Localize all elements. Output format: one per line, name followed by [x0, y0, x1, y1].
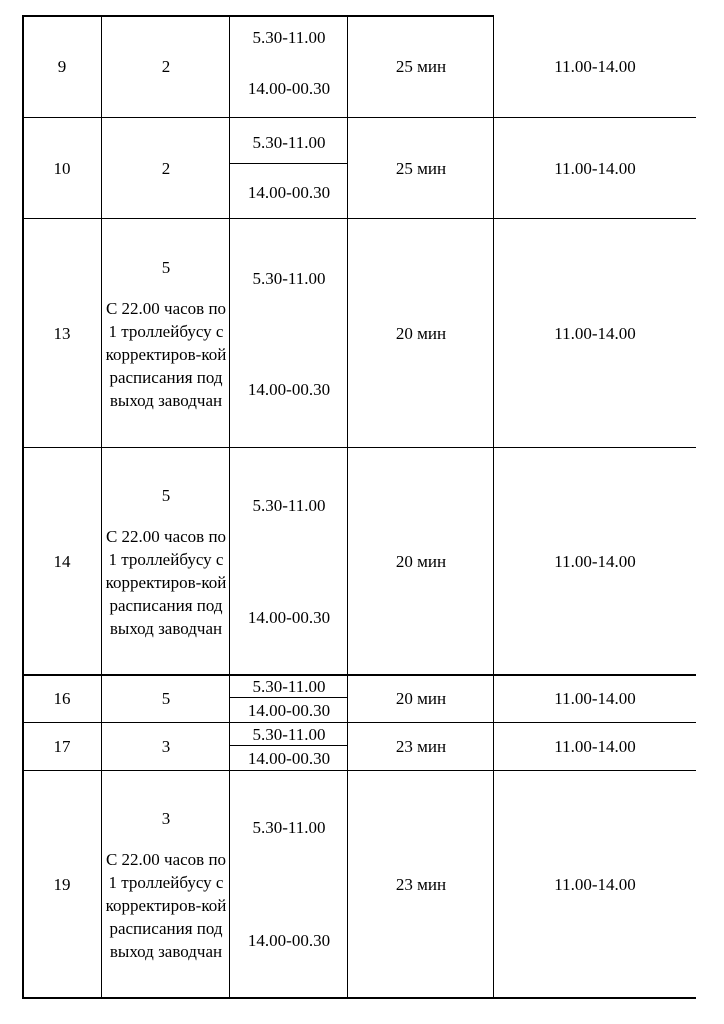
break-time: 11.00-14.00 — [554, 159, 636, 178]
interval: 20 мин — [395, 689, 447, 708]
vehicle-count: 5 — [161, 689, 171, 708]
time-evening: 14.00-00.30 — [247, 931, 331, 950]
break-time: 11.00-14.00 — [554, 875, 636, 894]
table-row — [22, 771, 696, 999]
interval: 25 мин — [395, 56, 447, 76]
column-border — [493, 15, 494, 999]
time-divider — [230, 697, 348, 698]
row-border — [22, 722, 696, 723]
interval: 23 мин — [395, 737, 447, 756]
column-border — [229, 15, 230, 999]
row-border — [22, 15, 494, 17]
column-border — [22, 15, 24, 999]
vehicle-count: 2 — [161, 159, 171, 178]
column-border — [101, 15, 102, 999]
time-evening: 14.00-00.30 — [247, 749, 331, 768]
interval: 25 мин — [395, 159, 447, 178]
route-number: 9 — [57, 56, 67, 76]
table-row — [22, 723, 696, 771]
table-row — [22, 15, 696, 118]
vehicle-count — [102, 220, 230, 448]
interval: 23 мин — [395, 875, 447, 894]
time-morning: 5.30-11.00 — [252, 133, 326, 152]
row-border — [22, 117, 696, 118]
time-evening: 14.00-00.30 — [247, 701, 331, 720]
time-cell — [230, 220, 348, 448]
vehicle-count-value: 5 — [161, 258, 171, 277]
vehicle-count: 3 — [161, 737, 171, 756]
time-cell — [230, 448, 348, 675]
time-morning: 5.30-11.00 — [252, 677, 326, 696]
route-number: 17 — [53, 737, 71, 756]
vehicle-count-value: 5 — [161, 485, 171, 505]
vehicle-count-note: С 22.00 часов по 1 троллейбусу с корректиров-кой расписания под выход заводчан — [105, 299, 227, 410]
route-number: 14 — [53, 551, 71, 571]
column-border — [347, 15, 348, 999]
time-evening: 14.00-00.30 — [247, 79, 331, 98]
table-row — [22, 675, 696, 723]
break-time: 11.00-14.00 — [554, 689, 636, 708]
vehicle-count: 2 — [161, 56, 171, 76]
row-border — [22, 447, 696, 448]
vehicle-count — [102, 771, 230, 999]
break-time: 11.00-14.00 — [554, 324, 636, 343]
row-border — [22, 997, 696, 999]
route-number: 13 — [53, 324, 71, 343]
time-evening: 14.00-00.30 — [247, 380, 331, 399]
time-evening: 14.00-00.30 — [247, 608, 331, 627]
vehicle-count-note: С 22.00 часов по 1 троллейбусу с корректиров-кой расписания под выход заводчан — [105, 526, 227, 638]
time-divider — [230, 745, 348, 746]
row-border — [22, 674, 696, 676]
time-divider — [230, 163, 348, 164]
time-cell — [230, 118, 348, 220]
time-morning: 5.30-11.00 — [252, 818, 326, 837]
row-border — [22, 218, 696, 219]
time-morning: 5.30-11.00 — [252, 496, 326, 515]
vehicle-count — [102, 448, 230, 675]
break-time: 11.00-14.00 — [554, 56, 636, 76]
time-cell — [230, 723, 348, 771]
time-cell — [230, 675, 348, 723]
time-cell — [230, 771, 348, 999]
break-time: 11.00-14.00 — [554, 551, 636, 571]
table-row — [22, 448, 696, 675]
route-number: 19 — [53, 875, 71, 894]
time-cell — [230, 15, 348, 118]
time-morning: 5.30-11.00 — [252, 28, 326, 47]
table-row — [22, 220, 696, 448]
time-morning: 5.30-11.00 — [252, 269, 326, 288]
interval: 20 мин — [395, 551, 447, 571]
vehicle-count-note: С 22.00 часов по 1 троллейбусу с корректиров-кой расписания под выход заводчан — [105, 850, 227, 961]
break-time: 11.00-14.00 — [554, 737, 636, 756]
table-row — [22, 118, 696, 220]
route-number: 10 — [53, 159, 71, 178]
interval: 20 мин — [395, 324, 447, 343]
row-border — [22, 770, 696, 771]
route-number: 16 — [53, 689, 71, 708]
time-morning: 5.30-11.00 — [252, 725, 326, 744]
vehicle-count-value: 3 — [161, 809, 171, 828]
time-evening: 14.00-00.30 — [247, 183, 331, 202]
